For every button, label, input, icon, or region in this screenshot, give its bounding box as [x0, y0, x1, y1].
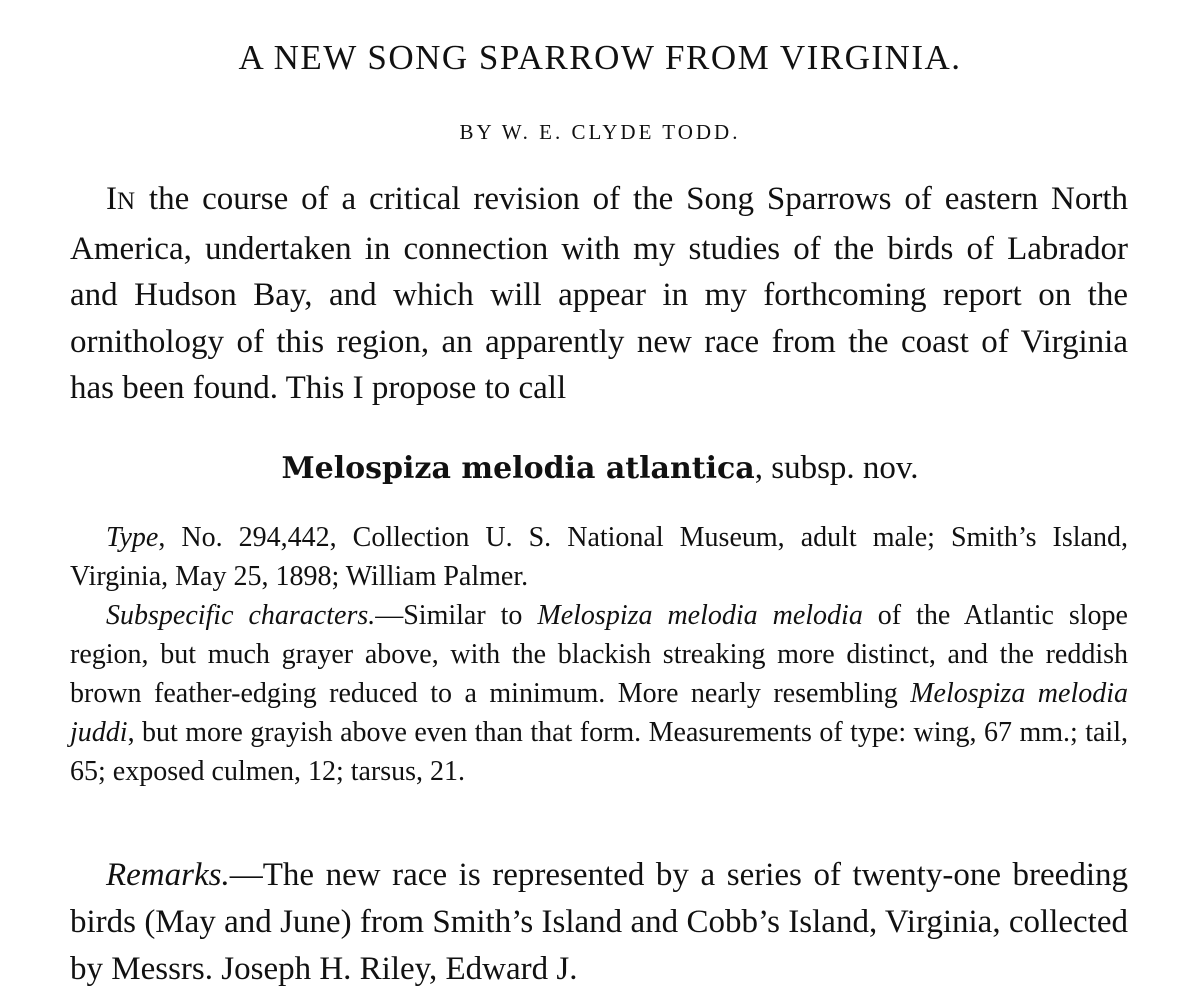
species-name: Melospiza melodia atlantica: [281, 451, 755, 486]
species-heading: [0, 450, 1200, 487]
characters-text-2: of the Atlantic slope region, but much grayer above, with the blackish streaking more distinct, and the reddish brown feather-edging reduced to a minimum. More nearly resembling: [70, 600, 1128, 709]
characters-ref-1: Melospiza melodia melodia: [537, 600, 863, 631]
article-byline: BY W. E. CLYDE TODD.: [459, 120, 741, 144]
species-suffix: , subsp. nov.: [754, 450, 919, 486]
intro-paragraph: [70, 176, 1128, 412]
article-title: A NEW SONG SPARROW FROM VIRGINIA.: [238, 38, 962, 77]
characters-label: Subspecific characters.: [106, 600, 376, 631]
characters-text-3: , but more grayish above even than that form. Measurements of type: wing, 67 mm.; tail, 65; exposed culmen, 12; tarsus, 21.: [70, 717, 1128, 787]
type-text: , No. 294,442, Collection U. S. National Museum, adult male; Smith’s Island, Virginia, May 25, 1898; William Palmer.: [70, 522, 1128, 592]
intro-text: the course of a critical revision of the Song Sparrows of eastern North America, undertaken in connection with my studies of the birds of Labrador and Hudson Bay, and which will appear in my forthcoming report on the ornithology of this region, an apparently new race from the coast of Virginia has been found. This I propose to call: [70, 181, 1128, 406]
remarks-text: —The new race is represented by a series of twenty-one breeding birds (May and June) from Smith’s Island and Cobb’s Island, Virginia, collected by Messrs. Joseph H. Riley, Edward J.: [70, 857, 1128, 987]
characters-paragraph: [70, 596, 1128, 791]
remarks-paragraph: [70, 852, 1128, 993]
intro-dropcap-rest: N: [117, 188, 137, 215]
remarks-label: Remarks.: [106, 857, 230, 893]
characters-ref-2: Melospiza melodia juddi: [70, 678, 1129, 748]
intro-dropcap-first: I: [106, 181, 117, 217]
type-paragraph: [70, 518, 1128, 596]
type-label: Type: [106, 522, 159, 553]
characters-text-1: —Similar to: [375, 600, 538, 631]
